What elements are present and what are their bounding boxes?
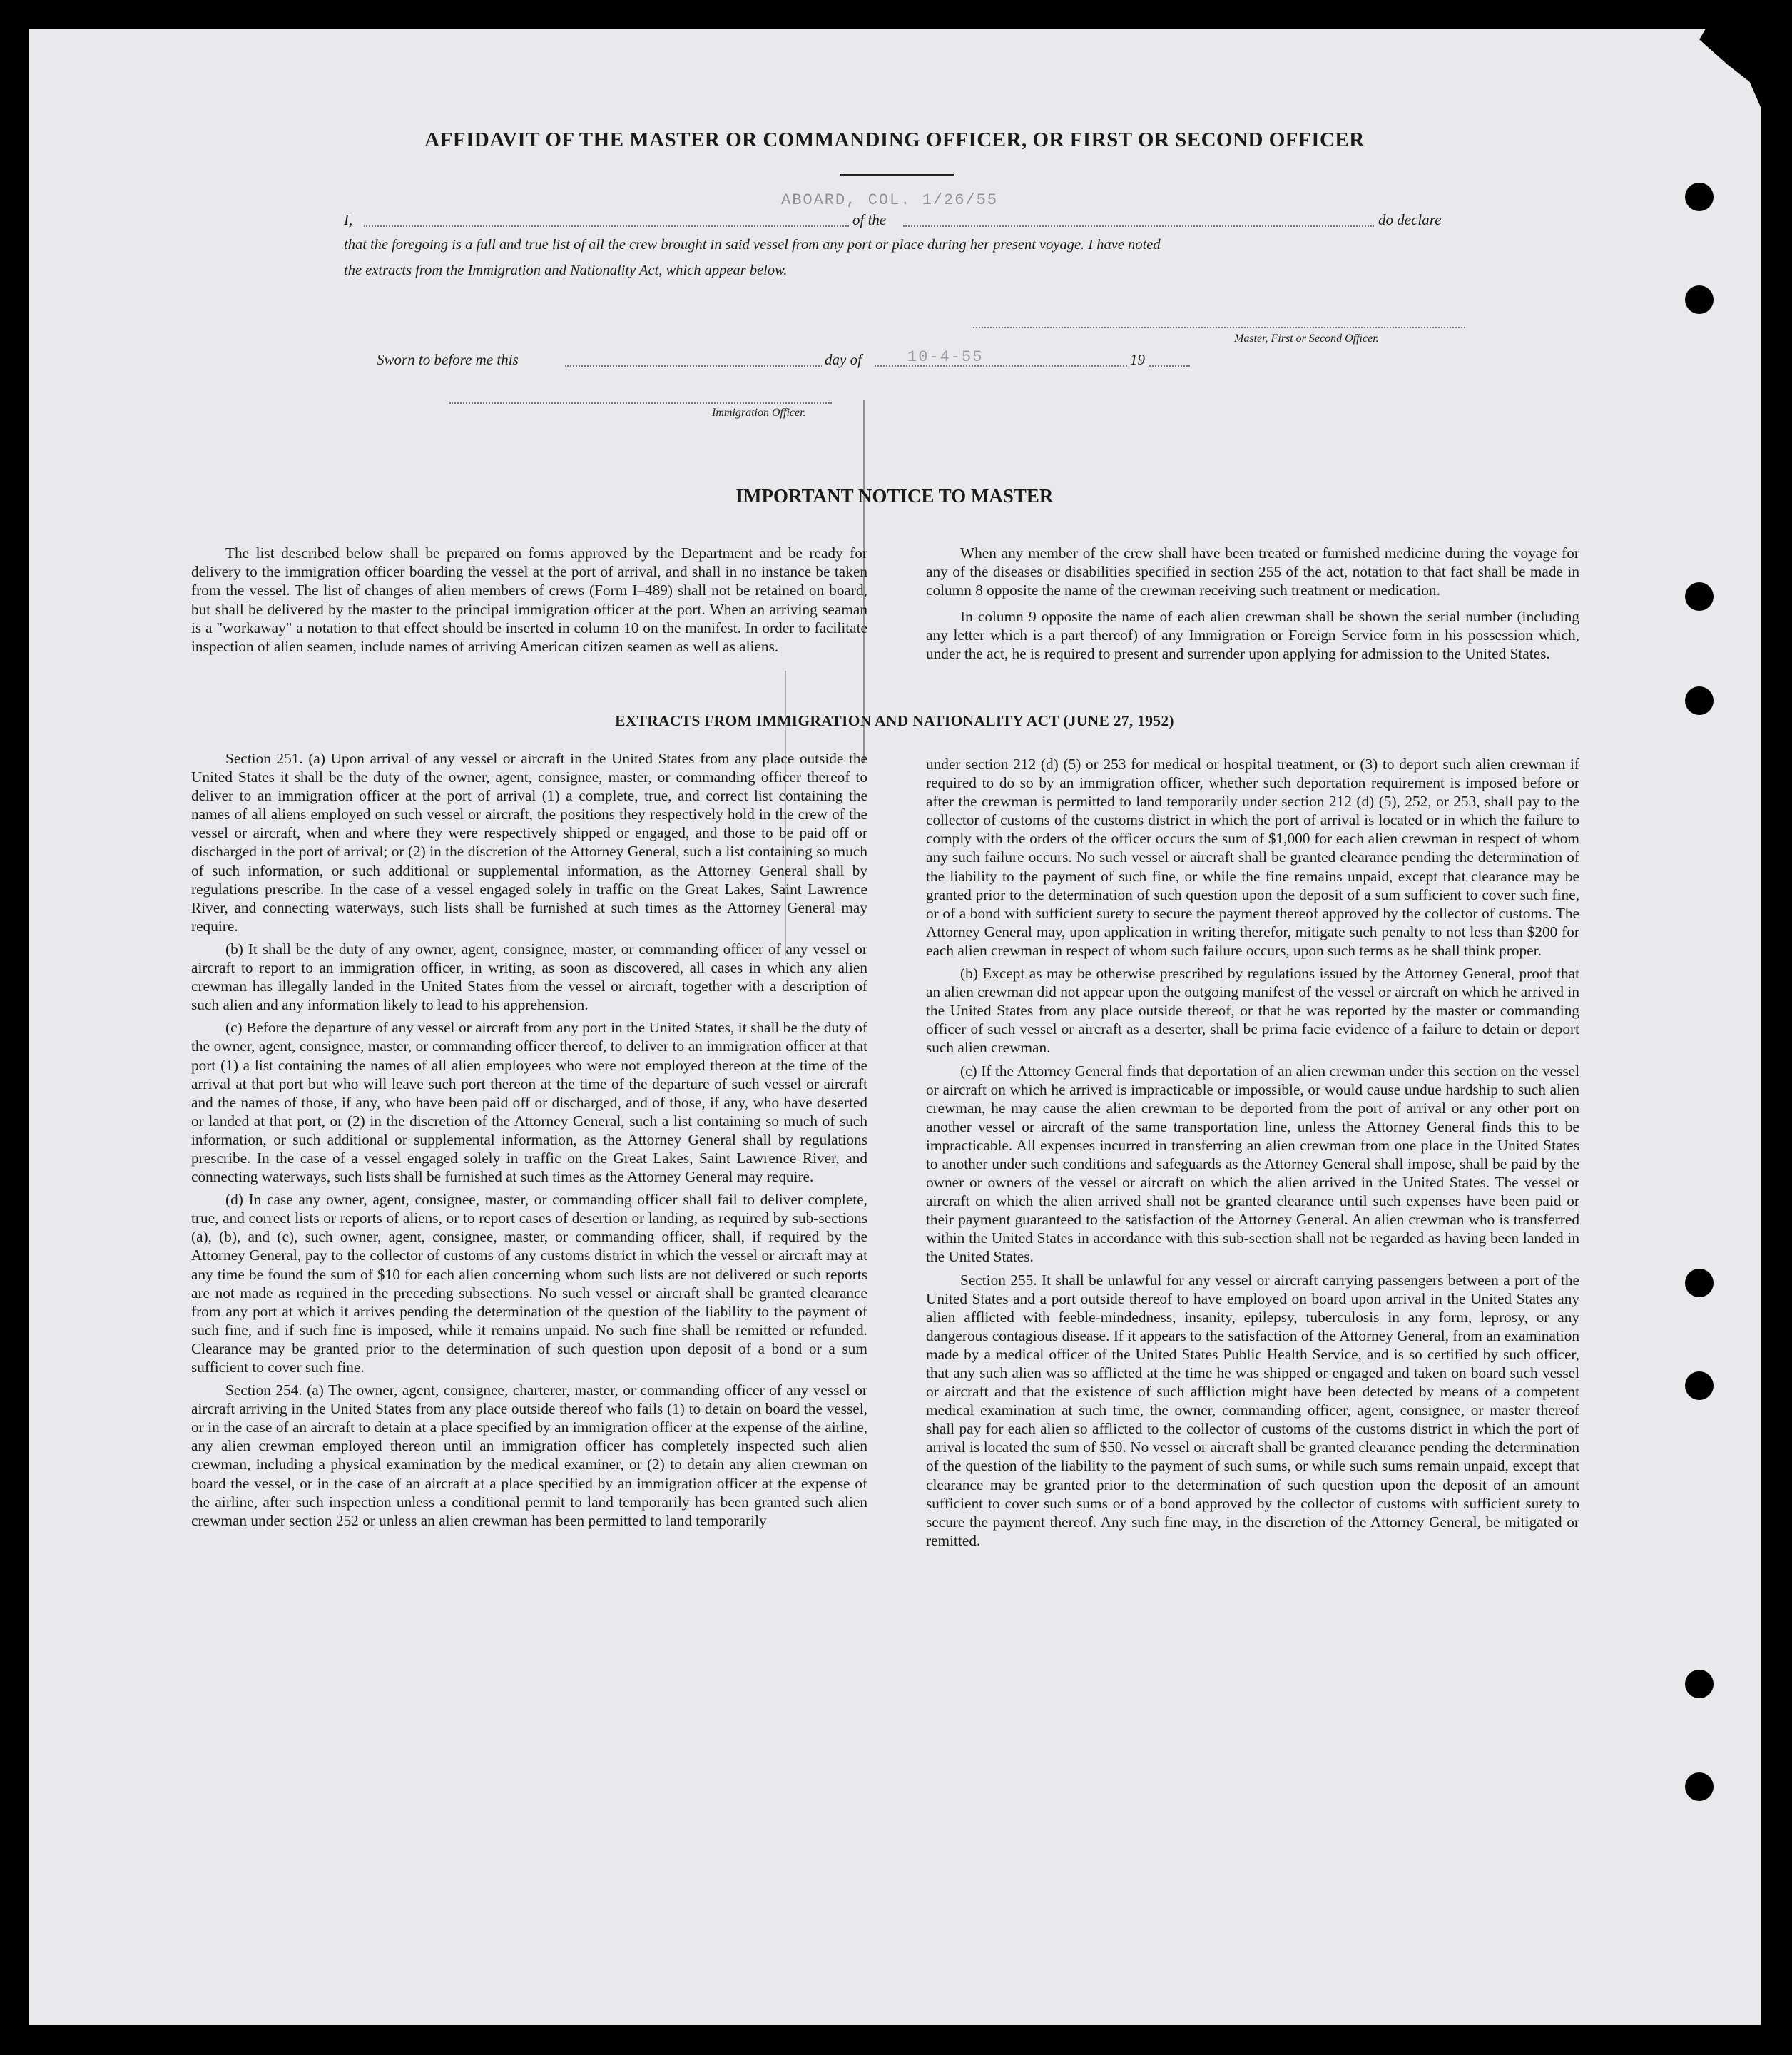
affidavit-do-declare: do declare [1378, 211, 1442, 228]
notice-right-paragraph-2: In column 9 opposite the name of each alien crewman shall be shown the serial number (including any letter which is a part thereof) of any Immigration or Foreign Service form in his possession which, under the act, he is required to present and surrender upon applying for admission to the United States. [926, 607, 1579, 663]
vessel-blank [903, 225, 1374, 227]
section-254-c: (c) If the Attorney General finds that deportation of an alien crewman under this section on the vessel or aircraft on which he arrived is impracticable or impossible, or would cause undue hardship to such alien crewman, he may cause the alien crewman to be deported from the port of arrival or any other port on another vessel or aircraft of the same transportation line, unless the Attorney General finds this to be impracticable. All expenses incurred in transferring an alien crewman from one place in the United States to another under such conditions and safeguards as the Attorney General shall impose, shall be paid by the owner or owners of the vessel or aircraft on which the alien arrived in the United States. The vessel or aircraft on which the alien arrived shall not be granted clearance until such expenses have been paid or their payment guaranteed to the satisfaction of the Attorney General. An alien crewman who is transferred within the United States in accordance with this sub-section shall not be regarded as having been landed in the United States. [926, 1062, 1579, 1266]
sworn-label: Sworn to before me this [377, 351, 519, 368]
section-251-b: (b) It shall be the duty of any owner, agent, consignee, master, or commanding officer of any vessel or aircraft to report to an immigration officer, in writing, as soon as discovered, all cases in which any alien crewman has illegally landed in the United States from the vessel or aircraft, together with a description of such alien and any information likely to lead to his apprehension. [191, 940, 867, 1014]
master-signature-line [973, 327, 1465, 328]
document-page [29, 29, 1761, 2025]
torn-corner [1682, 29, 1761, 107]
section-254-a: Section 254. (a) The owner, agent, consignee, charterer, master, or commanding officer of any vessel or aircraft arriving in the United States from any place outside thereof who fails (1) to detain on board the vessel, or in the case of an aircraft to detain at a place specified by an immigration officer at the expense of the airline, any alien crewman employed thereon until an immigration officer has completely inspected such alien crewman, including a physical examination by the medical examiner, or (2) to detain any alien crewman on board the vessel, or in the case of an aircraft at a place specified by an immigration officer at the expense of the airline, after such inspection unless a conditional permit to land temporarily has been granted such alien crewman under section 252 or unless an alien crewman has been permitted to land temporarily [191, 1381, 867, 1529]
sworn-day-of: day of [822, 351, 865, 369]
sworn-day-blank [565, 365, 845, 367]
punch-hole [1685, 582, 1714, 611]
section-255: Section 255. It shall be unlawful for any vessel or aircraft carrying passengers between a port of the United States and a port outside thereof to have employed on board upon arrival in the United States any alien afflicted with feeble-mindedness, insanity, epilepsy, tuberculosis in any form, leprosy, or any dangerous contagious disease. If it appears to the satisfaction of the Attorney General, from an examination made by a medical officer of the United States Public Health Service, and is so certified by such officer, that any such alien was so afflicted at the time he was shipped or engaged and taken on board such vessel or aircraft and that the existence of such affliction might have been detected by means of a competent medical examination at such time, the owner, commanding officer, agent, consignee, or master thereof shall pay for each alien so afflicted to the collector of customs of the customs district in which the port of arrival is located the sum of $50. No vessel or aircraft shall be granted clearance pending the determination of the question of the liability to the payment of such sums, or while such sums remain unpaid, except that clearance may be granted prior to the determination of such question upon the deposit of an amount sufficient to cover such sums or of a bond approved by the collector of customs with sufficient surety to secure the payment thereof. Any such fine may, in the discretion of the Attorney General, be mitigated or remitted. [926, 1271, 1579, 1549]
punch-hole [1685, 1670, 1714, 1698]
punch-hole [1685, 1371, 1714, 1400]
section-254-a-cont: under section 212 (d) (5) or 253 for medical or hospital treatment, or (3) to deport such alien crewman if required to do so by an immigration officer, whether such deportation requirement is imposed before or after the crewman is permitted to land temporarily under section 212 (d) (5), 252, or 253, shall pay to the collector of customs of the customs district in which the port of arrival is located or in which the failure to comply with the orders of the officer occurs the sum of $1,000 for each alien crewman in respect of whom any such failure occurs. No such vessel or aircraft shall be granted clearance pending the determination of the liability to the payment of such fine, or while the fine remains unpaid, except that clearance may be granted prior to the determination of such question upon the deposit of a sum sufficient to cover such fine, or of a bond with sufficient surety to secure the payment thereof approved by the collector of customs. The Attorney General may, upon application in writing therefor, mitigate such penalty to not less than $200 for each alien crewman in respect of whom such failure occurs, upon such terms as he shall think proper. [926, 756, 1579, 959]
punch-hole [1685, 1772, 1714, 1801]
sworn-year-label: 19 [1127, 351, 1148, 369]
sworn-year-blank [1150, 365, 1190, 367]
title-rule [840, 174, 954, 176]
section-251-a: Section 251. (a) Upon arrival of any vessel or aircraft in the United States from any place outside the United States it shall be the duty of the owner, agent, consignee, master, or commanding officer thereof to deliver to an immigration officer at the port of arrival (1) a complete, true, and correct list containing the names of all aliens employed on such vessel or aircraft, the positions they respectively hold in the crew of the vessel or aircraft, when and where they were respectively shipped or engaged, and those to be paid off or discharged in the port of arrival; or (2) in the discretion of the Attorney General, such a list containing so much of such information, or such additional or supplemental information, as the Attorney General shall by regulations prescribe. In the case of a vessel engaged solely in traffic on the Great Lakes, Saint Lawrence River, and connecting waterways, such lists shall be furnished at such times as the Attorney General may require. [191, 750, 867, 935]
notice-left-column [191, 544, 867, 660]
affidavit-title: AFFIDAVIT OF THE MASTER OR COMMANDING OFFICER, OR FIRST OR SECOND OFFICER [424, 128, 1365, 151]
section-254-b: (b) Except as may be otherwise prescribed by regulations issued by the Attorney General, proof that an alien crewman did not appear upon the outgoing manifest of the vessel or aircraft on which he arrived in the United States from any place outside thereof, or that he was reported by the master or commanding officer of such vessel or aircraft as a deserter, shall be prima facie evidence of a failure to detain or deport such alien crewman. [926, 965, 1579, 1057]
notice-right-paragraph-1: When any member of the crew shall have been treated or furnished medicine during the voyage for any of the diseases or disabilities specified in section 255 of the act, notation to that fact shall be made in column 8 opposite the name of the crewman receiving such treatment or medication. [926, 544, 1579, 599]
master-signature-label: Master, First or Second Officer. [1234, 333, 1379, 345]
typed-stamp-date: 10-4-55 [907, 348, 984, 366]
punch-hole [1685, 285, 1714, 314]
affidavit-line1: that the foregoing is a full and true list of all the crew brought in said vessel from any port or place during her present voyage. I have noted [344, 237, 1161, 253]
notice-title: IMPORTANT NOTICE TO MASTER [735, 485, 1054, 507]
extracts-left-column [191, 749, 867, 1534]
punch-hole [1685, 183, 1714, 211]
section-251-c: (c) Before the departure of any vessel or aircraft from any port in the United States, it shall be the duty of the owner, agent, consignee, master, or commanding officer thereof, to deliver to an immigration officer at that port (1) a list containing the names of all alien employees who were not employed thereon at the time of the arrival at that port but who will leave such port thereon at the time of the departure of such vessel or aircraft and the names of those, if any, who have been paid off or discharged, and of those, if any, who have deserted or landed at that port, or (2) in the discretion of the Attorney General, such a list containing so much of such information, or such additional or supplemental information, as the Attorney General shall by regulations prescribe. In the case of a vessel engaged solely in traffic on the Great Lakes, Saint Lawrence River, and connecting waterways, such lists shall be furnished at such times as the Attorney General may require. [191, 1019, 867, 1186]
extracts-heading: EXTRACTS FROM IMMIGRATION AND NATIONALITY ACT (JUNE 27, 1952) [615, 712, 1174, 729]
affidavit-of-the: of the [852, 211, 887, 228]
punch-hole [1685, 686, 1714, 715]
affidavit-line2: the extracts from the Immigration and Nationality Act, which appear below. [344, 263, 788, 278]
section-251-d: (d) In case any owner, agent, consignee, master, or commanding officer shall fail to deliver complete, true, and correct lists or reports of aliens, or to report cases of desertion or landing, as required by sub-sections (a), (b), and (c), such owner, agent, consignee, master, or commanding officer, shall, if required by the Attorney General, pay to the collector of customs of any customs district in which the vessel or aircraft may at any time be found the sum of $10 for each alien concerning whom such lists are not delivered or such reports are not made as required in the preceding subsections. No such vessel or aircraft shall be granted clearance from any port at which it arrives pending the determination of the question of the liability to the payment of such fine, and if such fine is imposed, while it remains unpaid. No such fine shall be remitted or refunded. Clearance may be granted prior to the determination of such question upon deposit of a bond or a sum sufficient to cover such fine. [191, 1191, 867, 1376]
immigration-officer-label: Immigration Officer. [712, 407, 806, 419]
notice-right-column [926, 544, 1579, 667]
extracts-right-column [926, 755, 1579, 1554]
typed-stamp-top: ABOARD, COL. 1/26/55 [781, 191, 999, 209]
immigration-officer-line [449, 402, 832, 404]
punch-hole [1685, 1269, 1714, 1297]
notice-left-paragraph: The list described below shall be prepared on forms approved by the Department and be ready for delivery to the immigration officer boarding the vessel at the port of arrival, and shall in no instance be taken from the vessel. The list of changes of alien members of crews (Form I–489) shall not be retained on board, but shall be delivered by the master to the principal immigration officer at the port. When an arriving seaman is a "workaway" a notation to that effect should be inserted in column 10 on the manifest. In order to facilitate inspection of alien seamen, include names of arriving American citizen seamen as well as aliens. [191, 544, 867, 656]
affidavit-i-label: I, [344, 211, 353, 228]
name-blank [364, 225, 849, 227]
